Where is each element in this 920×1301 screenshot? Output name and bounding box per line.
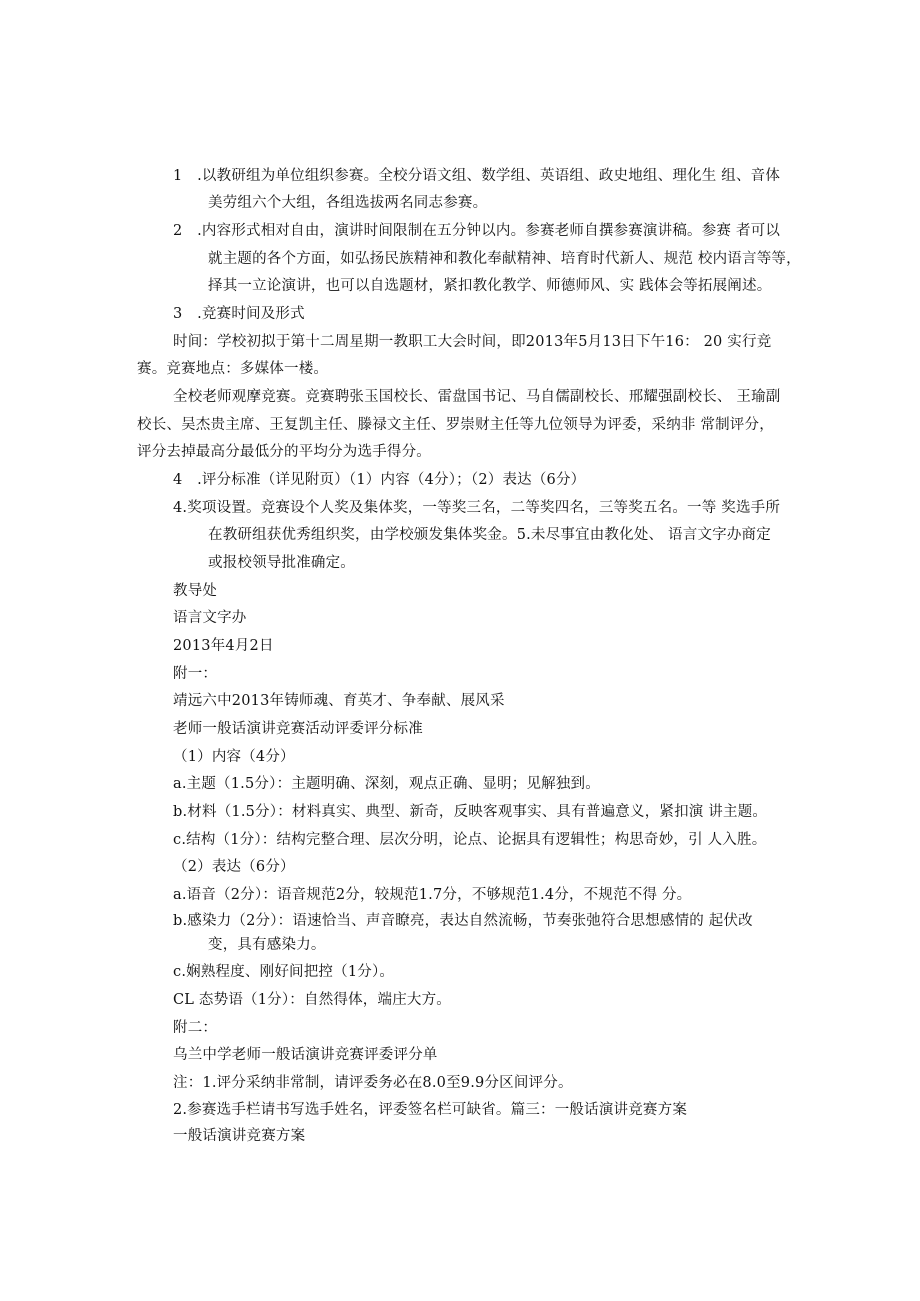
text-line-26: （2）表达（6分） — [173, 859, 295, 875]
text-line-10: 校长、吴杰贵主席、王复凯主任、滕禄文主任、罗崇财主任等九位领导为评委，采纳非 常制评分， — [137, 417, 774, 433]
text-line-22: （1）内容（4分） — [173, 749, 295, 765]
text-line-19: 附一： — [173, 666, 218, 682]
text-line-18: 2013年4月2日 — [173, 638, 274, 654]
text-line-29: 变，具有感染力。 — [208, 937, 326, 953]
text-line-25: c.结构（1分）：结构完整合理、层次分明，论点、论据具有逻辑性；构思奇妙，引 人入胜。 — [173, 832, 767, 848]
text-line-7: 时间：学校初拟于第十二周星期一教职工大会时间，即2013年5月13日下午16： 20 实行竞 — [173, 334, 772, 350]
text-line-6: 3 .竞赛时间及形式 — [173, 306, 305, 322]
text-line-9: 全校老师观摩竞赛。竞赛聘张玉国校长、雷盘国书记、马自儒副校长、邢耀强副校长、 王瑜副 — [173, 389, 781, 405]
text-line-35: 2.参赛选手栏请书写选手姓名，评委签名栏可缺省。篇三：一般话演讲竞赛方案 — [173, 1102, 688, 1118]
text-line-1: 1 .以教研组为单位组织参赛。全校分语文组、数学组、英语组、政史地组、理化生 组、音体 — [173, 168, 781, 184]
text-line-27: a.语音（2分）：语音规范2分，较规范1.7分，不够规范1.4分，不规范不得 分。 — [173, 887, 692, 903]
text-line-34: 注：1.评分采纳非常制，请评委务必在8.0至9.9分区间评分。 — [173, 1075, 573, 1091]
text-line-28: b.感染力（2分）：语速恰当、声音瞭亮，表达自然流畅，节奏张弛符合思想感情的 起伏改 — [173, 913, 753, 929]
text-line-13: 4.奖项设置。竞赛设个人奖及集体奖，一等奖三名，二等奖四名，三等奖五名。一等 奖选手所 — [173, 500, 781, 516]
text-line-21: 老师一般话演讲竞赛活动评委评分标准 — [173, 721, 423, 737]
text-line-14: 在教研组获优秀组织奖，由学校颁发集体奖金。5.未尽事宜由教化处、 语言文字办商定 — [208, 527, 771, 543]
text-line-2: 美劳组六个大组，各组选拔两名同志参赛。 — [208, 195, 488, 211]
text-line-5: 择其一立论演讲，也可以自选题材，紧扣教化教学、师德师风、实 践体会等拓展阐述。 — [208, 278, 772, 294]
text-line-17: 语言文字办 — [173, 610, 247, 626]
text-line-33: 乌兰中学老师一般话演讲竞赛评委评分单 — [173, 1047, 438, 1063]
text-line-4: 就主题的各个方面，如弘扬民族精神和教化奉献精神、培育时代新人、规范 校内语言等等， — [208, 251, 801, 267]
text-line-16: 教导处 — [173, 583, 218, 599]
text-line-31: CL 态势语（1分）：自然得体，端庄大方。 — [173, 992, 452, 1008]
text-line-8: 赛。竞赛地点：多媒体一楼。 — [137, 361, 329, 377]
text-line-32: 附二： — [173, 1020, 218, 1036]
text-line-20: 靖远六中2013年铸师魂、育英才、争奉献、展风采 — [173, 693, 505, 709]
text-line-12: 4 .评分标准（详见附页）（1）内容（4分）；（2）表达（6分） — [173, 472, 586, 488]
text-line-30: c.娴熟程度、刚好间把控（1分）。 — [173, 964, 395, 980]
text-line-3: 2 .内容形式相对自由，演讲时间限制在五分钟以内。参赛老师自撰参赛演讲稿。参赛 者可以 — [173, 223, 781, 239]
text-line-36: 一般话演讲竞赛方案 — [173, 1128, 306, 1144]
text-line-23: a.主题（1.5分）：主题明确、深刻，观点正确、显明；见解独到。 — [173, 776, 600, 792]
text-line-11: 评分去掉最高分最低分的平均分为选手得分。 — [137, 444, 431, 460]
text-line-15: 或报校领导批准确定。 — [208, 555, 355, 571]
text-line-24: b.材料（1.5分）：材料真实、典型、新奇，反映客观事实、具有普遍意义，紧扣演 讲主题。 — [173, 804, 768, 820]
